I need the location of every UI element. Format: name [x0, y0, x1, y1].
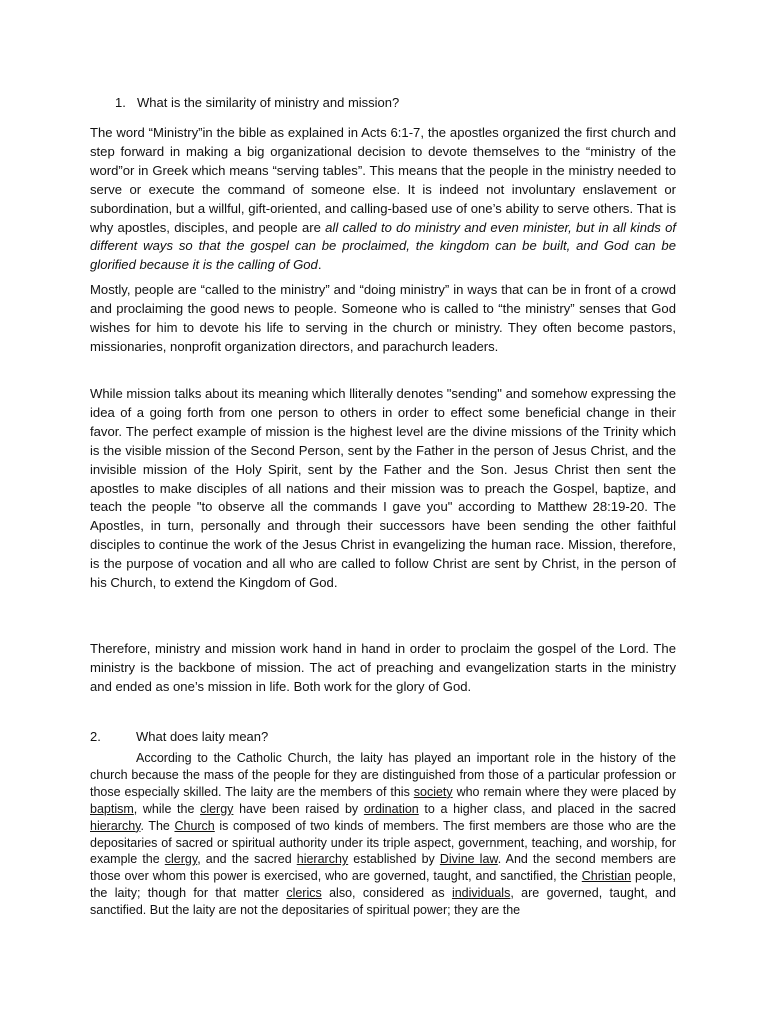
laity-text: According to the Catholic Church, the laity has played an important role in the history of the church because the mass of the people for they are distinguished from those of a particular profession or those especially skilled. The laity are the members of this — [90, 751, 676, 799]
link-divine-law[interactable]: Divine law — [439, 852, 498, 867]
link-hierarchy[interactable]: hierarchy — [90, 818, 141, 833]
mission-paragraph: While mission talks about its meaning which lliterally denotes "sending" and somehow expressing the idea of a going forth from one person to others in order to effect some beneficial change in their favor. The perfect example of mission is the highest level are the divine missions of the Trinity which is the visible mission of the Second Person, sent by the Father in the person of Jesus Christ, and the invisible mission of the Holy Spirit, sent by the Father and the Son. Jesus Christ then sent the apostles to make disciples of all nations and their mission was to preach the Gospel, baptize, and teach the people "to observe all the commands I gave you" according to Matthew 28:19-20. The Apostles, in turn, personally and through their successors have been sending the other faithful disciples to continue the work of the Jesus Christ in evangelizing the human race. Mission, therefore, is the purpose of vocation and all who are called to follow Christ are sent by Christ, in the person of his Church, to extend the Kingdom of God. — [90, 386, 676, 591]
link-clerics[interactable]: clerics — [286, 886, 322, 901]
ministry-paragraph-text: The word “Ministry”in the bible as explained in Acts 6:1-7, the apostles organized the first church and step forward in making a big organizational decision to devote themselves to the “ministry of the word”or in Greek which means “serving tables”. This means that the people in the ministry needed to serve or execute the command of someone else. It is indeed not involuntary enslavement or subordination, but a willful, gift-oriented, and calling-based use of one’s ability to serve others. That is why apostles, disciples, and people are — [90, 125, 676, 235]
link-hierarchy-2[interactable]: hierarchy — [296, 852, 349, 867]
question-2-heading — [90, 728, 268, 746]
laity-text: . The — [140, 818, 175, 833]
called-to-ministry-paragraph: Mostly, people are “called to the ministry” and “doing ministry” in ways that can be in front of a crowd and proclaiming the good news to people. Someone who is called to “the ministry” senses that God wishes for him to devote his life to serving in the church or ministry. They often become pastors, missionaries, nonprofit organization directors, and parachurch leaders. — [90, 282, 676, 354]
laity-text: also, considered as — [321, 886, 452, 901]
laity-text: , are governed, taught, and sanctified. But the laity are not the depositaries of spiritual power; they are the — [90, 886, 676, 918]
link-baptism[interactable]: baptism — [90, 801, 134, 816]
laity-text: is composed of two kinds of members. The first members are those who are the depositaries of sacred or spiritual authority under its triple aspect, government, teaching, and worship, for example the — [90, 818, 677, 867]
question-1-number: 1. — [115, 95, 126, 110]
laity-text: to a higher class, and placed in the sacred — [418, 801, 676, 816]
laity-text: have been raised by — [233, 801, 364, 816]
laity-text: established by — [348, 852, 440, 867]
laity-text: people, the laity; though for that matter — [90, 869, 677, 901]
ministry-paragraph — [90, 124, 676, 275]
link-church[interactable]: Church — [174, 818, 215, 833]
question-1-text: What is the similarity of ministry and mission? — [137, 95, 400, 110]
link-ordination[interactable]: ordination — [363, 801, 419, 816]
link-christian[interactable]: Christian — [581, 869, 632, 884]
ministry-paragraph-end: . — [317, 257, 322, 273]
ministry-paragraph-italic: all called to do ministry and even minister, but in all kinds of different ways so that the gospel can be proclaimed, the kingdom can be built, and God can be glorified because it is the calling of God — [90, 219, 676, 273]
conclusion-paragraph: Therefore, ministry and mission work hand in hand in order to proclaim the gospel of the Lord. The ministry is the backbone of mission. The act of preaching and evangelization starts in the ministry and ended as one’s mission in life. Both work for the glory of God. — [90, 641, 676, 694]
question-1-heading — [115, 94, 399, 112]
link-society[interactable]: society — [413, 784, 453, 799]
link-individuals[interactable]: individuals — [451, 886, 511, 901]
laity-text: who remain where they were placed by — [452, 784, 676, 799]
laity-text: . And the second members are those over whom this power is exercised, who are governed, taught, and sanctified, the — [90, 852, 677, 884]
question-2-number: 2. — [90, 729, 101, 744]
question-2-text: What does laity mean? — [136, 729, 269, 744]
laity-text: , while the — [133, 801, 201, 816]
link-clergy-2[interactable]: clergy — [164, 852, 198, 867]
laity-text: , and the sacred — [197, 852, 297, 867]
link-clergy[interactable]: clergy — [200, 801, 234, 816]
laity-paragraph — [90, 750, 676, 919]
